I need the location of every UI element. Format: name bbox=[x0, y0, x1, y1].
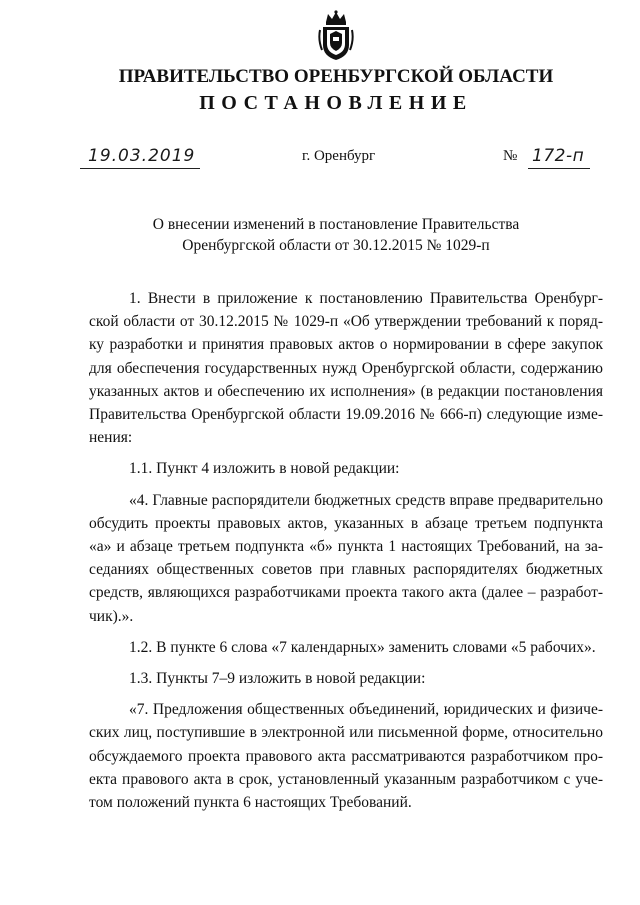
document-type-title: ПОСТАНОВЛЕНИЕ bbox=[199, 92, 473, 114]
text-line: «4. Главные распорядители бюджетных средств вправе предварительно bbox=[129, 491, 603, 509]
text-line: «а» и абзаце третьем подпункта «б» пункта 1 настоящих Требований, на за- bbox=[89, 538, 603, 556]
text-line: екта правового акта в срок, установленный указанным разработчиком с уче- bbox=[89, 770, 603, 788]
text-line: нения: bbox=[89, 429, 133, 447]
text-line: для обеспечения государственных нужд Оренбургской области, содержанию bbox=[89, 359, 603, 377]
text-line: 1.1. Пункт 4 изложить в новой редакции: bbox=[129, 460, 400, 478]
text-line: ских лиц, поступившие в электронной или письменной форме, относительно bbox=[89, 724, 603, 742]
text-line: седаниях общественных советов при главных распорядителях бюджетных bbox=[89, 561, 603, 579]
document-body bbox=[89, 287, 603, 822]
coat-of-arms-icon bbox=[318, 10, 354, 62]
text-line: «7. Предложения общественных объединений, юридических и физиче- bbox=[129, 701, 603, 719]
document-meta-row bbox=[0, 142, 640, 172]
number-sign: № bbox=[503, 148, 518, 164]
document-date: 19.03.2019 bbox=[88, 146, 196, 166]
paragraph-1-3 bbox=[89, 667, 603, 690]
number-underline bbox=[528, 168, 590, 169]
date-underline bbox=[80, 168, 200, 169]
document-city: г. Оренбург bbox=[302, 148, 376, 164]
text-line: указанных актов и обеспечению их исполнения» (в редакции постановления bbox=[89, 382, 603, 400]
text-line: обсуждаемого проекта правового акта рассматриваются разработчиком про- bbox=[89, 747, 603, 765]
text-line: чик).». bbox=[89, 607, 134, 625]
text-line: Правительства Оренбургской области 19.09.2016 № 666-п) следующие изме- bbox=[89, 406, 603, 424]
paragraph-point-4 bbox=[89, 489, 603, 628]
text-line: 1. Внести в приложение к постановлению Правительства Оренбург- bbox=[129, 290, 603, 307]
text-line: средств, являющихся разработчиками проекта такого акта (далее – разработ- bbox=[89, 584, 603, 602]
text-line: 1.3. Пункты 7–9 изложить в новой редакции: bbox=[129, 670, 426, 688]
organization-title: ПРАВИТЕЛЬСТВО ОРЕНБУРГСКОЙ ОБЛАСТИ bbox=[118, 66, 554, 87]
subject-line: Оренбургской области от 30.12.2015 № 1029-п bbox=[182, 237, 490, 254]
text-line: обсудить проекты правовых актов, указанных в абзаце третьем подпункта bbox=[89, 514, 603, 532]
paragraph-1 bbox=[89, 287, 603, 449]
text-line: ской области от 30.12.2015 № 1029-п «Об утверждении требований к поряд- bbox=[89, 313, 603, 331]
document-subject bbox=[0, 214, 640, 256]
paragraph-1-1 bbox=[89, 457, 603, 480]
text-line: 1.2. В пункте 6 слова «7 календарных» заменить словами «5 рабочих». bbox=[129, 638, 596, 656]
paragraph-1-2 bbox=[89, 636, 603, 659]
text-line: ку разработки и принятия правовых актов о нормировании в сфере закупок bbox=[89, 336, 603, 354]
document-number: 172-п bbox=[532, 146, 585, 166]
text-line: том положений пункта 6 настоящих Требований. bbox=[89, 794, 412, 812]
subject-line: О внесении изменений в постановление Правительства bbox=[152, 216, 520, 233]
paragraph-point-7 bbox=[89, 698, 603, 814]
